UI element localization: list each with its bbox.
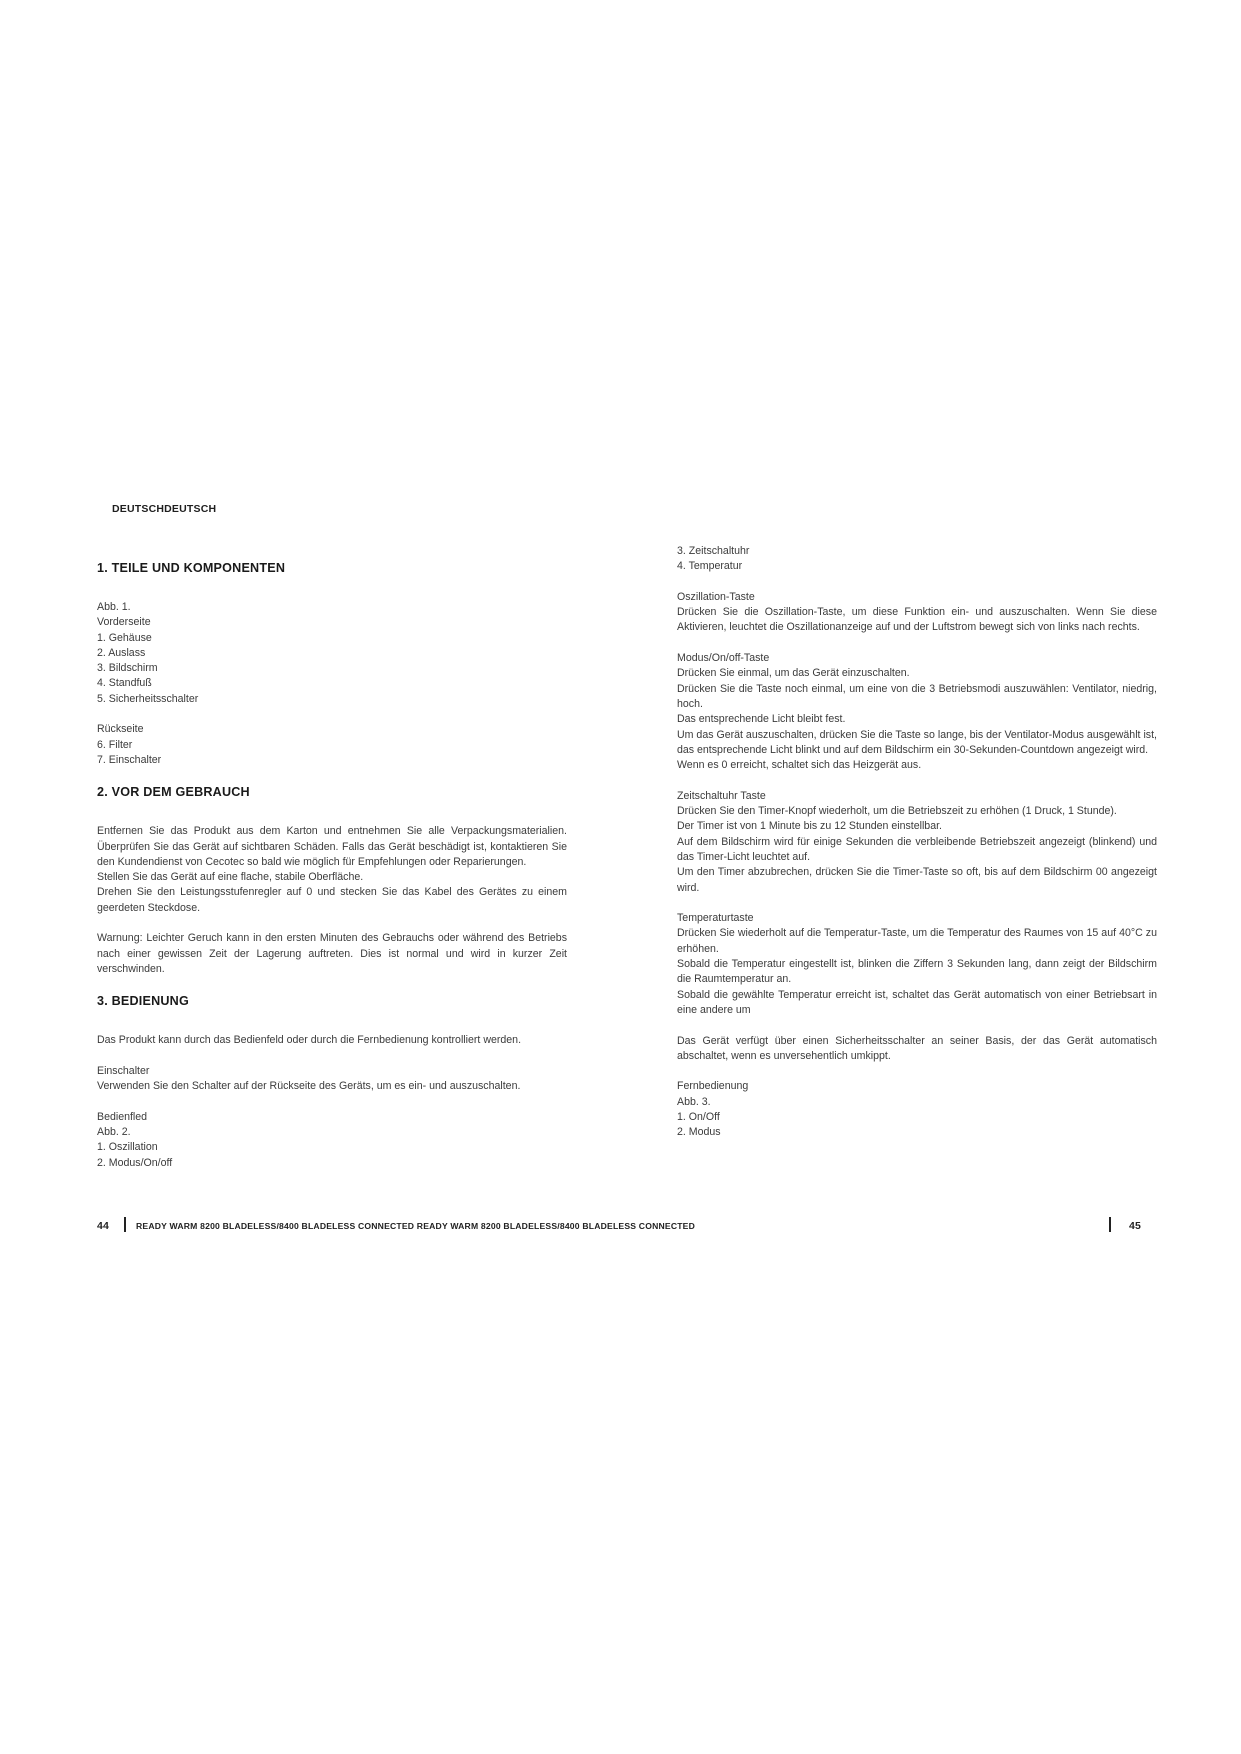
subheading: Bedienfled xyxy=(97,1110,148,1123)
paragraph: Das entsprechende Licht bleibt fest. xyxy=(677,713,846,726)
list-item: 6. Filter xyxy=(97,738,133,751)
list-item: Abb. 2. xyxy=(97,1126,131,1139)
left-column xyxy=(97,531,567,1186)
list-item: Vorderseite xyxy=(97,616,151,629)
front-parts-list xyxy=(97,600,567,707)
paragraph: Um den Timer abzubrechen, drücken Sie die Timer-Taste so oft, bis auf dem Bildschirm 00 angezeigt wird. xyxy=(677,866,1157,894)
timer-button-section xyxy=(677,789,1157,896)
paragraph: Auf dem Bildschirm wird für einige Sekunden die verbleibende Betriebszeit angezeigt (blinkend) und das Timer-Licht leuchtet auf. xyxy=(677,835,1157,863)
subheading: Zeitschaltuhr Taste xyxy=(677,789,766,802)
paragraph: Drücken Sie den Timer-Knopf wiederholt, um die Betriebszeit zu erhöhen (1 Druck, 1 Stunde). xyxy=(677,805,1117,818)
right-column xyxy=(677,544,1157,1156)
paragraph: Stellen Sie das Gerät auf eine flache, stabile Oberfläche. xyxy=(97,871,364,884)
paragraph: Sobald die gewählte Temperatur erreicht ist, schaltet das Gerät automatisch von einer Betriebsart in eine andere um xyxy=(677,988,1157,1016)
list-item: 1. Gehäuse xyxy=(97,631,152,644)
paragraph: Drücken Sie die Taste noch einmal, um eine von die 3 Betriebsmodi auszuwählen: Ventilator, niedrig, hoch. xyxy=(677,682,1157,710)
list-item: Rückseite xyxy=(97,723,144,736)
list-item: 1. Oszillation xyxy=(97,1141,158,1154)
paragraph: Wenn es 0 erreicht, schaltet sich das Heizgerät aus. xyxy=(677,759,922,772)
safety-switch-note xyxy=(677,1034,1157,1065)
paragraph: Entfernen Sie das Produkt aus dem Karton und entnehmen Sie alle Verpackungsmaterialien. Überprüfen Sie das Gerät auf sichtbaren Schäden. Falls das Gerät beschädigt ist, kontaktieren Sie den Kundendienst von Cecotec so bald wie möglich für Empfehlungen oder Reparierungen. xyxy=(97,825,567,868)
oscillation-button-section xyxy=(677,590,1157,636)
list-item: 5. Sicherheitsschalter xyxy=(97,692,199,705)
list-item: 7. Einschalter xyxy=(97,753,162,766)
paragraph: Verwenden Sie den Schalter auf der Rückseite des Geräts, um es ein- und auszuschalten. xyxy=(97,1080,521,1093)
page-number-left: 44 xyxy=(97,1220,110,1232)
subheading: Temperaturtaste xyxy=(677,912,754,925)
paragraph: Sobald die Temperatur eingestellt ist, blinken die Ziffern 3 Sekunden lang, dann zeigt der Bildschirm die Raumtemperatur an. xyxy=(677,958,1157,986)
paragraph: Drücken Sie einmal, um das Gerät einzuschalten. xyxy=(677,667,910,680)
control-panel-list xyxy=(97,1110,567,1171)
operation-intro xyxy=(97,1033,567,1048)
list-item: 4. Temperatur xyxy=(677,560,743,573)
product-name: READY WARM 8200 BLADELESS/8400 BLADELESS CONNECTED READY WARM 8200 BLADELESS/8400 BLADELESS CONNECTED xyxy=(136,1221,696,1231)
list-item: 2. Modus/On/off xyxy=(97,1156,173,1169)
power-switch-section xyxy=(97,1064,567,1095)
list-item: Abb. 1. xyxy=(97,601,131,613)
subheading: Modus/On/off-Taste xyxy=(677,652,770,665)
list-item: 3. Bildschirm xyxy=(97,662,158,675)
section-title-operation: 3. BEDIENUNG xyxy=(97,994,189,1009)
list-item: 2. Auslass xyxy=(97,646,146,659)
back-parts-list xyxy=(97,722,567,768)
mode-button-section xyxy=(677,651,1157,773)
subheading: Fernbedienung xyxy=(677,1080,749,1093)
paragraph: Warnung: Leichter Geruch kann in den ersten Minuten des Gebrauchs oder während des Betriebs nach einer gewissen Zeit der Lagerung auftreten. Dies ist normal und wird in kurzer Zeit verschwinden. xyxy=(97,932,567,975)
paragraph: Das Gerät verfügt über einen Sicherheitsschalter an seiner Basis, der das Gerät automatisch abschaltet, wenn es unversehentlich umkippt. xyxy=(677,1034,1157,1062)
footer-divider xyxy=(1109,1217,1111,1232)
paragraph: Drehen Sie den Leistungsstufenregler auf 0 und stecken Sie das Kabel des Gerätes zu einem geerdeten Steckdose. xyxy=(97,886,567,914)
list-item: 3. Zeitschaltuhr xyxy=(677,545,750,557)
paragraph: Der Timer ist von 1 Minute bis zu 12 Stunden einstellbar. xyxy=(677,820,942,833)
section-title-parts: 1. TEILE UND KOMPONENTEN xyxy=(97,561,286,575)
list-item: 4. Standfuß xyxy=(97,677,152,690)
temperature-button-section xyxy=(677,911,1157,1018)
paragraph: Um das Gerät auszuschalten, drücken Sie die Taste so lange, bis der Ventilator-Modus ausgewählt ist, das entsprechende Licht blinkt und auf dem Bildschirm ein 30-Sekunden-Countdown angezeigt wird. xyxy=(677,728,1157,756)
subheading: Einschalter xyxy=(97,1064,150,1077)
paragraph: Drücken Sie die Oszillation-Taste, um diese Funktion ein- und auszuschalten. Wenn Sie diese Aktivieren, leuchtet die Oszillationanzeige auf und der Luftstrom bewegt sich von links nach rechts. xyxy=(677,606,1157,634)
page-footer xyxy=(97,1219,1144,1233)
list-item: Abb. 3. xyxy=(677,1095,711,1108)
running-header: DEUTSCHDEUTSCH xyxy=(112,503,217,515)
subheading: Oszillation-Taste xyxy=(677,590,755,603)
list-item: 1. On/Off xyxy=(677,1110,720,1123)
footer-divider xyxy=(124,1217,126,1232)
section-title-before-use: 2. VOR DEM GEBRAUCH xyxy=(97,785,250,800)
control-panel-list-continued xyxy=(677,544,1157,575)
page-number-right: 45 xyxy=(1129,1220,1142,1232)
before-use-instructions xyxy=(97,824,567,916)
paragraph: Drücken Sie wiederholt auf die Temperatur-Taste, um die Temperatur des Raumes von 15 auf 40°C zu erhöhen. xyxy=(677,927,1157,955)
remote-control-list xyxy=(677,1079,1157,1140)
warning-note xyxy=(97,931,567,977)
paragraph: Das Produkt kann durch das Bedienfeld oder durch die Fernbedienung kontrolliert werden. xyxy=(97,1034,522,1047)
list-item: 2. Modus xyxy=(677,1126,721,1139)
